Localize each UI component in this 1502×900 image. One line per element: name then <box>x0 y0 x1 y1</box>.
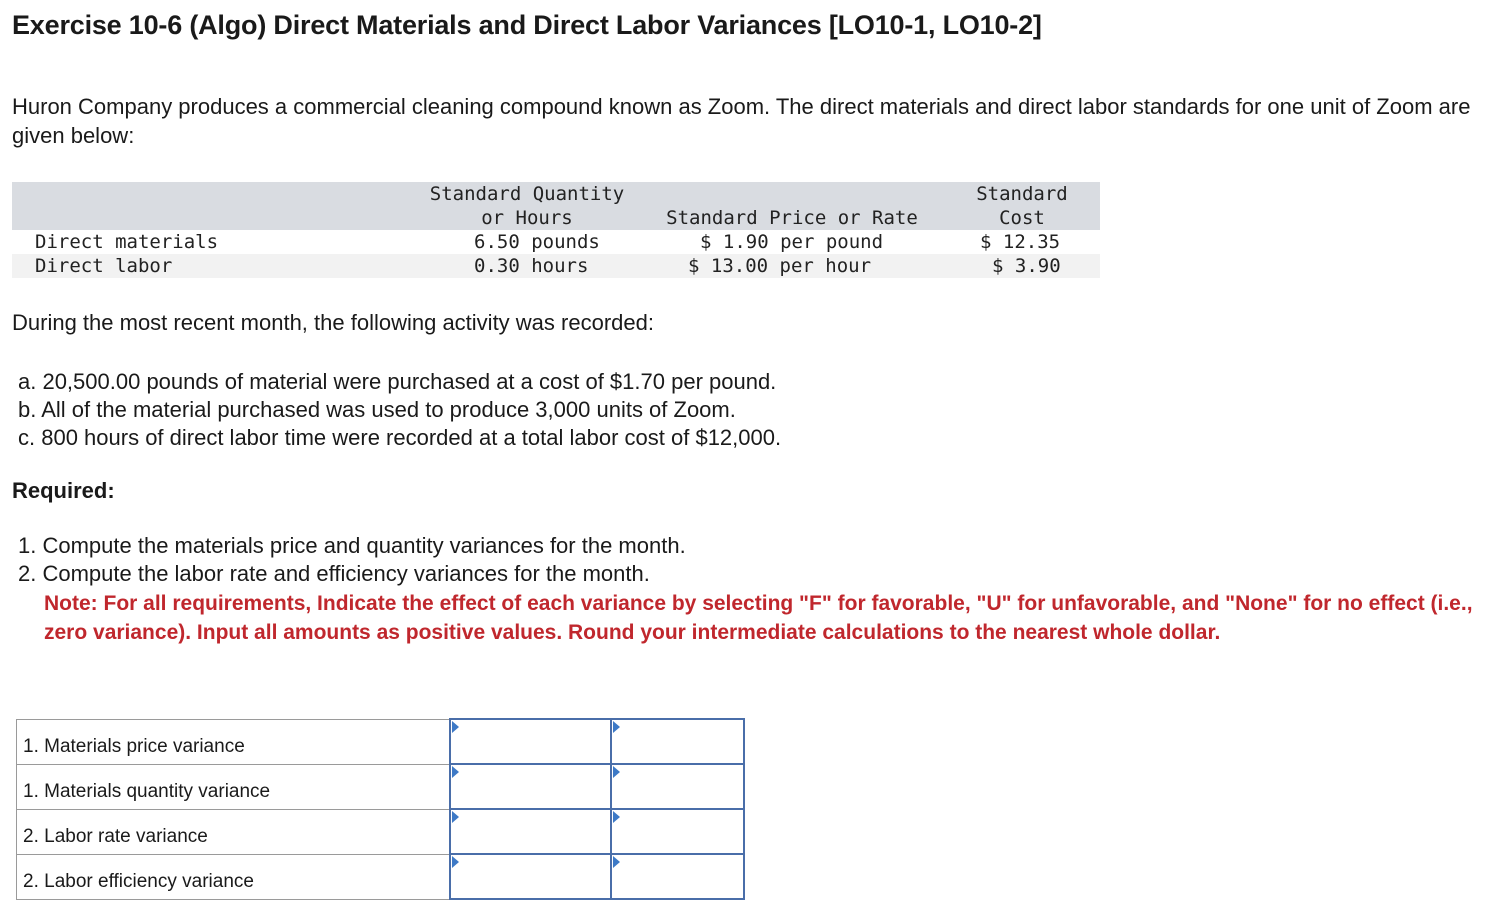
list-item: c. 800 hours of direct labor time were recorded at a total labor cost of $12,000. <box>18 425 782 450</box>
dropdown-marker-icon <box>452 721 459 733</box>
list-item: 2. Compute the labor rate and efficiency variances for the month. <box>18 561 650 586</box>
header-qty-line2: or Hours <box>481 207 573 229</box>
list-item: b. All of the material purchased was used to produce 3,000 units of Zoom. <box>18 397 736 422</box>
row-cost: $ 3.90 <box>992 255 1061 277</box>
dropdown-marker-icon <box>613 811 620 823</box>
effect-select[interactable] <box>612 720 743 763</box>
row-qty: 6.50 pounds <box>474 231 600 253</box>
header-cost-line1: Standard <box>976 183 1068 205</box>
activity-intro: During the most recent month, the following activity was recorded: <box>12 310 654 335</box>
effect-select-cell[interactable] <box>611 764 744 809</box>
answer-label: 1. Materials price variance <box>17 719 451 764</box>
note-text: Note: For all requirements, Indicate the effect of each variance by selecting "F" for favorable, "U" for unfavorable, and "None" for no effect (i.e., zero variance). Input all amounts as positive values. Round your intermediate calculations to the nearest whole dollar. <box>44 592 1473 644</box>
answer-table <box>16 718 745 900</box>
dropdown-marker-icon <box>613 856 620 868</box>
row-label: Direct materials <box>35 231 219 253</box>
intro-paragraph: Huron Company produces a commercial cleaning compound known as Zoom. The direct materials and direct labor standards for one unit of Zoom are given below: <box>12 94 1471 148</box>
effect-select[interactable] <box>612 855 743 898</box>
dropdown-marker-icon <box>452 856 459 868</box>
table-row <box>12 230 1100 254</box>
amount-input-cell[interactable] <box>450 854 611 899</box>
amount-input-cell[interactable] <box>450 809 611 854</box>
list-item: 1. Compute the materials price and quantity variances for the month. <box>18 533 686 558</box>
dropdown-marker-icon <box>613 766 620 778</box>
amount-input[interactable] <box>451 810 610 853</box>
row-label: Direct labor <box>35 255 173 277</box>
dropdown-marker-icon <box>613 721 620 733</box>
header-qty-line1: Standard Quantity <box>429 183 625 205</box>
table-row <box>17 719 745 764</box>
answer-label: 2. Labor rate variance <box>17 809 451 854</box>
row-cost: $ 12.35 <box>980 231 1061 253</box>
header-cost-line2: Cost <box>999 207 1045 229</box>
amount-input-cell[interactable] <box>450 764 611 809</box>
page-title: Exercise 10-6 (Algo) Direct Materials and Direct Labor Variances [LO10-1, LO10-2] <box>12 10 1042 40</box>
effect-select-cell[interactable] <box>611 854 744 899</box>
table-row <box>12 254 1100 278</box>
row-price: $ 1.90 per pound <box>700 231 884 253</box>
activity-list <box>18 368 781 452</box>
effect-select-cell[interactable] <box>611 719 744 764</box>
table-row <box>17 854 745 899</box>
requirements-list <box>18 532 686 588</box>
table-row <box>17 809 745 854</box>
list-item: a. 20,500.00 pounds of material were purchased at a cost of $1.70 per pound. <box>18 369 777 394</box>
header-price: Standard Price or Rate <box>666 207 918 229</box>
dropdown-marker-icon <box>452 766 459 778</box>
amount-input-cell[interactable] <box>450 719 611 764</box>
effect-select[interactable] <box>612 765 743 808</box>
row-qty: 0.30 hours <box>474 255 589 277</box>
amount-input[interactable] <box>451 855 610 898</box>
dropdown-marker-icon <box>452 811 459 823</box>
effect-select[interactable] <box>612 810 743 853</box>
effect-select-cell[interactable] <box>611 809 744 854</box>
standards-table-header <box>12 182 1100 230</box>
amount-input[interactable] <box>451 765 610 808</box>
row-price: $ 13.00 per hour <box>688 255 872 277</box>
answer-label: 1. Materials quantity variance <box>17 764 451 809</box>
required-heading: Required: <box>12 478 115 503</box>
standards-table <box>12 182 1100 278</box>
table-row <box>17 764 745 809</box>
amount-input[interactable] <box>451 720 610 763</box>
answer-label: 2. Labor efficiency variance <box>17 854 451 899</box>
